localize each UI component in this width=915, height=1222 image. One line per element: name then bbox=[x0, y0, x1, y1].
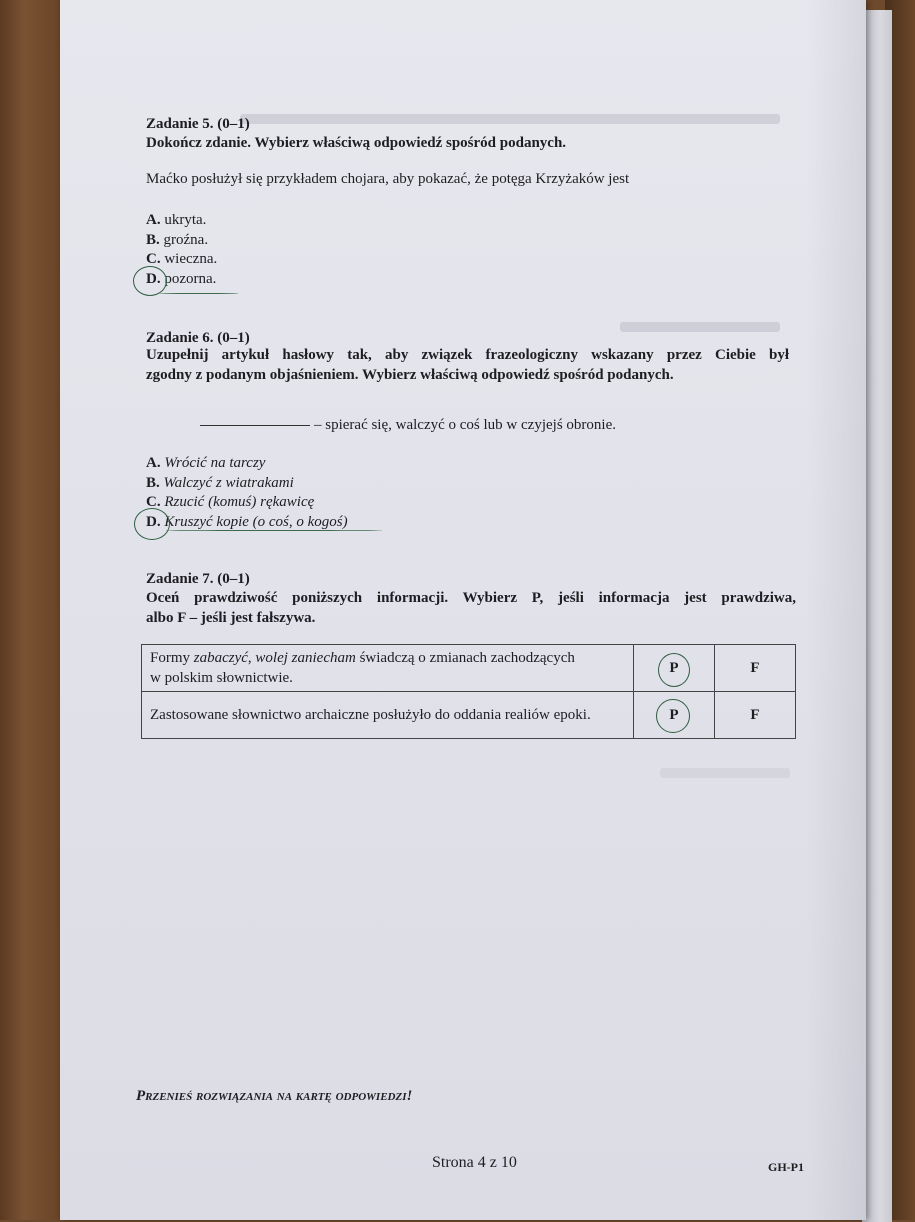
answer-circle-mark bbox=[658, 653, 690, 687]
show-through-shading bbox=[620, 322, 780, 332]
task5-option-a[interactable]: A. ukryta. bbox=[146, 212, 207, 228]
option-f-cell[interactable]: F bbox=[715, 692, 796, 739]
desk-background-left bbox=[0, 0, 60, 1220]
answer-underline-mark bbox=[160, 293, 238, 294]
table-row bbox=[142, 645, 796, 692]
table-row bbox=[142, 692, 796, 739]
task6-command-line1: Uzupełnij artykuł hasłowy tak, aby związek frazeologiczny wskazany przez Ciebie był bbox=[146, 347, 789, 363]
option-f-cell[interactable]: F bbox=[715, 645, 796, 692]
task6-options bbox=[146, 454, 348, 532]
answer-circle-mark bbox=[656, 699, 690, 733]
answer-underline-mark bbox=[166, 530, 382, 531]
underlying-page-edge bbox=[862, 10, 892, 1222]
statement-cell: Zastosowane słownictwo archaiczne posłużyło do oddania realiów epoki. bbox=[142, 692, 634, 739]
task5-title: Zadanie 5. (0–1) bbox=[146, 116, 250, 132]
page-number: Strona 4 z 10 bbox=[432, 1154, 517, 1171]
task5-command: Dokończ zdanie. Wybierz właściwą odpowiedź spośród podanych. bbox=[146, 135, 567, 151]
task7-command-line2: albo F – jeśli jest fałszywa. bbox=[146, 610, 316, 626]
task6-title: Zadanie 6. (0–1) bbox=[146, 330, 250, 346]
task6-definition: – spierać się, walczyć o coś lub w czyjejś obronie. bbox=[200, 417, 616, 434]
task5-option-d[interactable]: D. pozorna. bbox=[146, 270, 217, 287]
task5-option-b[interactable]: B. groźna. bbox=[146, 231, 209, 248]
option-p-cell[interactable]: P bbox=[634, 645, 715, 692]
show-through-shading bbox=[660, 768, 790, 778]
blank-fill-line[interactable] bbox=[200, 425, 310, 426]
task5-option-c[interactable]: C. wieczna. bbox=[146, 251, 218, 267]
task6-option-b[interactable]: B. Walczyć z wiatrakami bbox=[146, 474, 294, 491]
transfer-answers-note: Przenieś rozwiązania na kartę odpowiedzi! bbox=[136, 1088, 413, 1104]
exam-code: GH-P1 bbox=[768, 1160, 804, 1174]
answer-circle-mark bbox=[134, 508, 170, 540]
true-false-table bbox=[141, 644, 796, 739]
task7-title: Zadanie 7. (0–1) bbox=[146, 571, 250, 587]
statement-cell: Formy zabaczyć, wolej zaniecham świadczą o zmianach zachodzących w polskim słownictwie. bbox=[142, 645, 634, 692]
task7-command-line1: Oceń prawdziwość poniższych informacji. Wybierz P, jeśli informacja jest prawdziwa, bbox=[146, 590, 796, 606]
task6-option-c[interactable]: C. Rzucić (komuś) rękawicę bbox=[146, 494, 315, 510]
show-through-shading bbox=[240, 114, 780, 124]
task6-option-a[interactable]: A. Wrócić na tarczy bbox=[146, 455, 266, 471]
answer-circle-mark bbox=[133, 266, 167, 296]
task5-stem: Maćko posłużył się przykładem chojara, aby pokazać, że potęga Krzyżaków jest bbox=[146, 171, 630, 187]
task6-option-d[interactable]: D. Kruszyć kopie (o coś, o kogoś) bbox=[146, 513, 348, 530]
option-p-cell[interactable]: P bbox=[634, 692, 715, 739]
task6-command-line2: zgodny z podanym objaśnieniem. Wybierz właściwą odpowiedź spośród podanych. bbox=[146, 367, 674, 383]
